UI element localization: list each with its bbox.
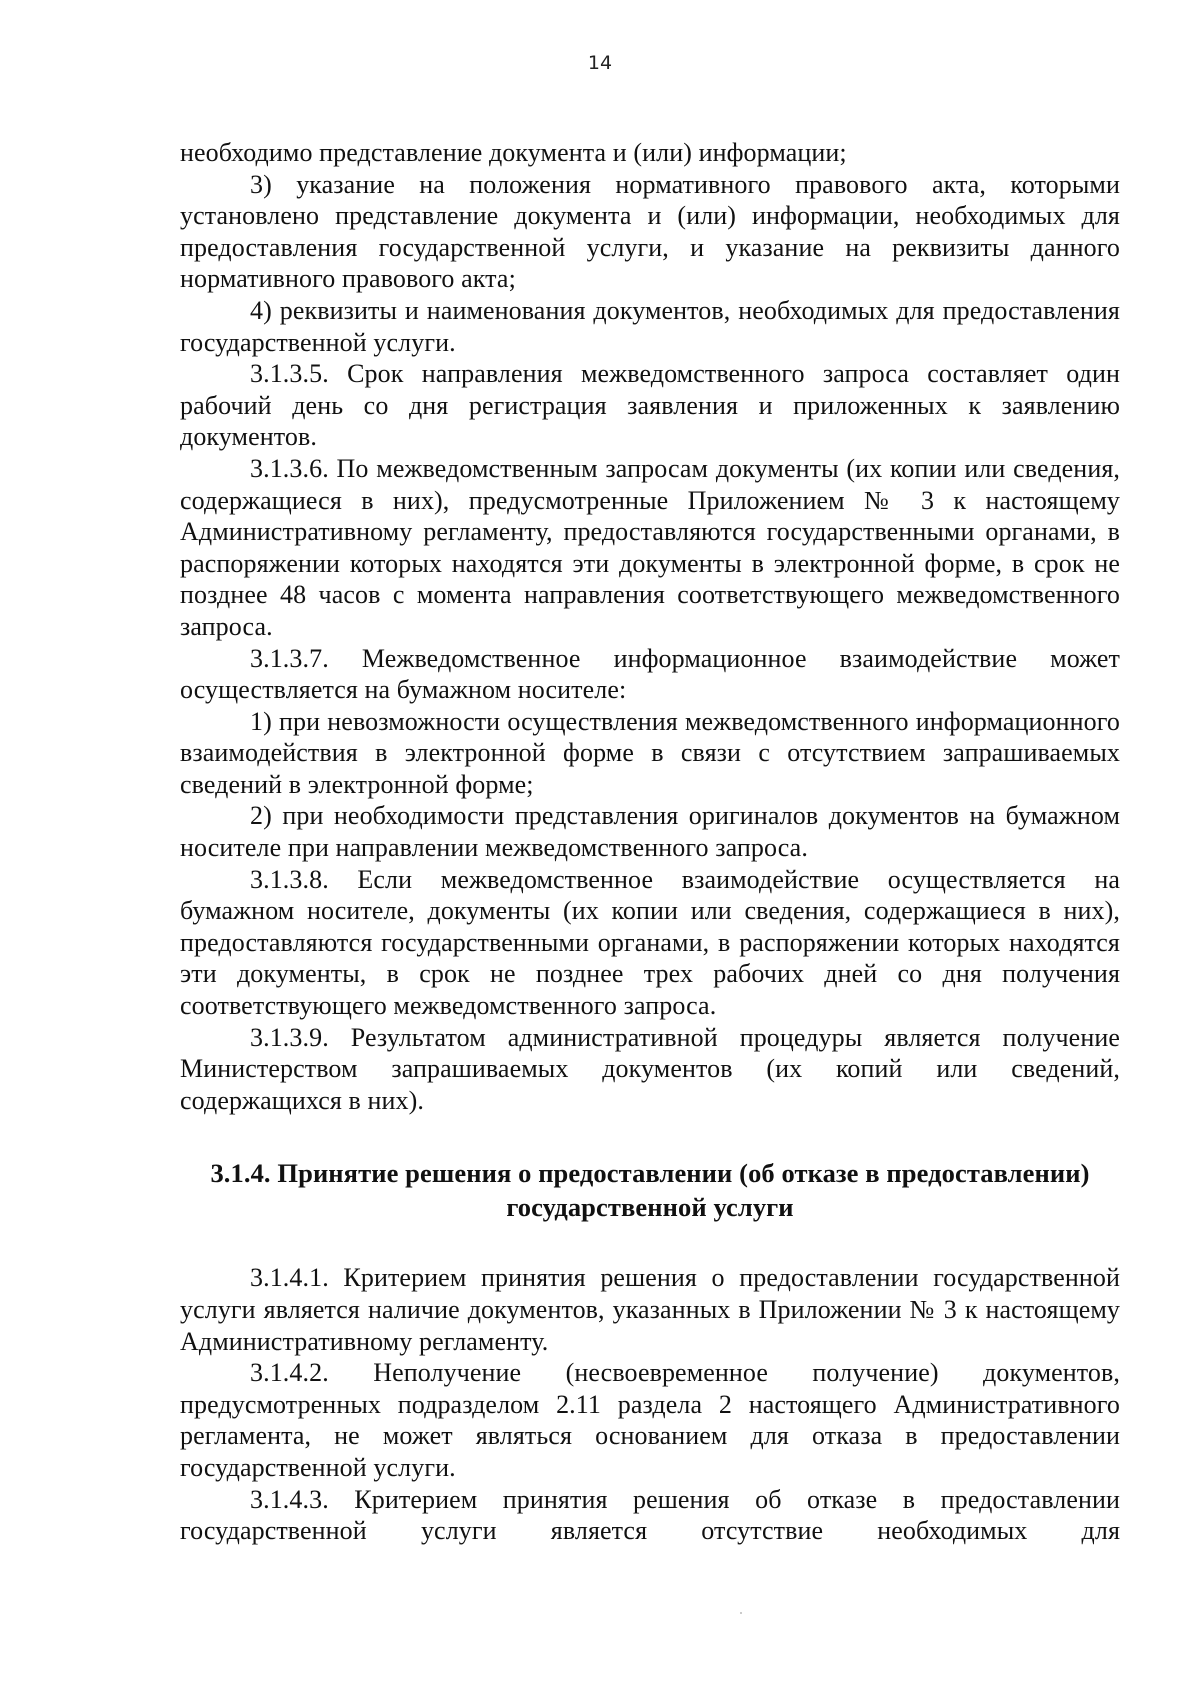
scan-speck: [740, 1612, 742, 1614]
paragraph-3-1-3-6: 3.1.3.6. По межведомственным запросам документы (их копии или сведения, содержащиеся в них), предусмотренные Приложением № 3 к настоящему Административному регламенту, предоставляются государственными органами, в распоряжении которых находятся эти документы в электронной форме, в срок не позднее 48 часов с момента направления соответствующего межведомственного запроса.: [180, 453, 1120, 641]
section-heading-3-1-4: [180, 1156, 1120, 1224]
paragraph-item-1: 1) при невозможности осуществления межведомственного информационного взаимодействия в электронной форме в связи с отсутствием запрашиваемых сведений в электронной форме;: [180, 706, 1120, 799]
document-body: [180, 137, 1120, 1547]
paragraph-item-2: 2) при необходимости представления оригиналов документов на бумажном носителе при направлении межведомственного запроса.: [180, 801, 1120, 863]
paragraph-item-3: 3) указание на положения нормативного правового акта, которыми установлено представление документа и (или) информации, необходимых для предоставления государственной услуги, и указание на реквизиты данного нормативного правового акта;: [180, 169, 1120, 294]
section-heading-line-2: государственной услуги: [506, 1192, 794, 1223]
paragraph-continuation: необходимо представление документа и (или) информации;: [180, 138, 847, 167]
paragraph-3-1-3-8: 3.1.3.8. Если межведомственное взаимодействие осуществляется на бумажном носителе, документы (их копии или сведения, содержащиеся в них), предоставляются государственными органами, в распоряжении которых находятся эти документы, в срок не позднее трех рабочих дней со дня получения соответствующего межведомственного запроса.: [180, 864, 1120, 1021]
paragraph-3-1-4-3: 3.1.4.3. Критерием принятия решения об отказе в предоставлении государственной услуги является отсутствие необходимых для: [180, 1484, 1120, 1546]
paragraph-3-1-3-5: 3.1.3.5. Срок направления межведомственного запроса составляет один рабочий день со дня регистрация заявления и приложенных к заявлению документов.: [180, 359, 1120, 452]
paragraph-3-1-3-7: 3.1.3.7. Межведомственное информационное взаимодействие может осуществляется на бумажном носителе:: [180, 643, 1120, 705]
paragraph-3-1-4-2: 3.1.4.2. Неполучение (несвоевременное получение) документов, предусмотренных подразделом 2.11 раздела 2 настоящего Административного регламента, не может являться основанием для отказа в предоставлении государственной услуги.: [180, 1358, 1120, 1482]
paragraph-item-4: 4) реквизиты и наименования документов, необходимых для предоставления государственной услуги.: [180, 295, 1120, 357]
section-heading-line-1: 3.1.4. Принятие решения о предоставлении (об отказе в предоставлении): [210, 1158, 1090, 1189]
paragraph-3-1-4-1: 3.1.4.1. Критерием принятия решения о предоставлении государственной услуги является наличие документов, указанных в Приложении № 3 к настоящему Административному регламенту.: [180, 1263, 1120, 1356]
paragraph-3-1-3-9: 3.1.3.9. Результатом административной процедуры является получение Министерством запрашиваемых документов (их копий или сведений, содержащихся в них).: [180, 1022, 1120, 1115]
page-number: 14: [587, 52, 613, 74]
